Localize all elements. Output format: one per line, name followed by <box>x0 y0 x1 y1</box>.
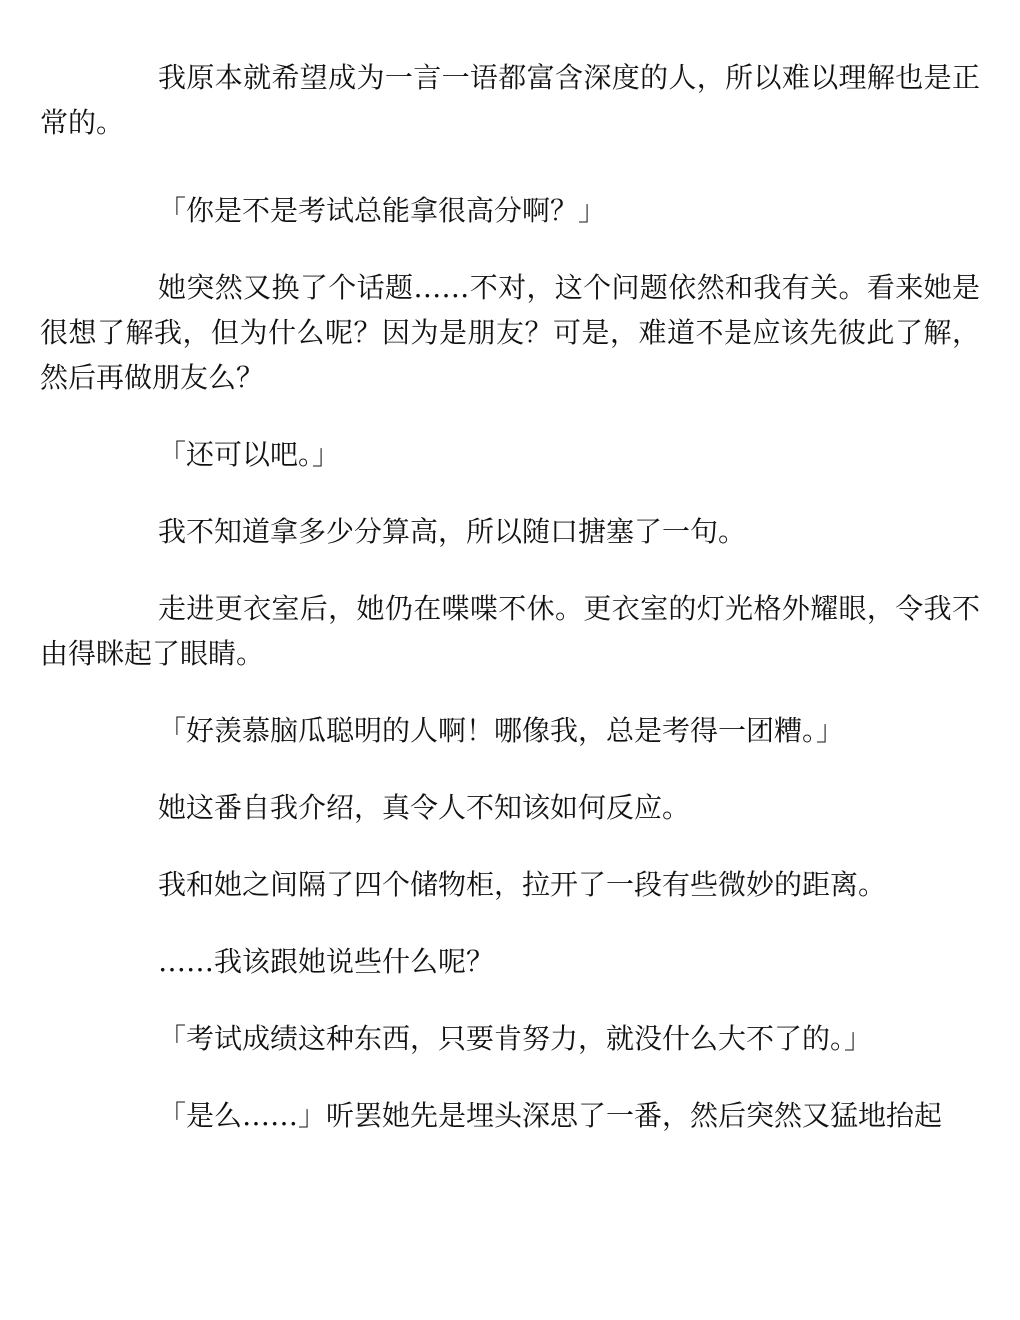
document-page <box>40 55 980 1170</box>
paragraph: 她突然又换了个话题……不对，这个问题依然和我有关。看来她是很想了解我，但为什么呢？因为是朋友？可是，难道不是应该先彼此了解，然后再做朋友么？ <box>40 271 980 394</box>
paragraph: 「考试成绩这种东西，只要肯努力，就没什么大不了的。」 <box>158 1022 873 1055</box>
paragraph: ……我该跟她说些什么呢？ <box>158 945 495 978</box>
paragraph: 「是么……」听罢她先是埋头深思了一番，然后突然又猛地抬起 <box>158 1099 943 1132</box>
paragraph: 我和她之间隔了四个储物柜，拉开了一段有些微妙的距离。 <box>158 868 887 901</box>
paragraph: 「好羡慕脑瓜聪明的人啊！哪像我，总是考得一团糟。」 <box>158 714 845 747</box>
paragraph: 「还可以吧。」 <box>158 438 341 471</box>
paragraph: 我原本就希望成为一言一语都富含深度的人，所以难以理解也是正常的。 <box>40 61 980 139</box>
paragraph: 我不知道拿多少分算高，所以随口搪塞了一句。 <box>158 515 747 548</box>
paragraph: 走进更衣室后，她仍在喋喋不休。更衣室的灯光格外耀眼，令我不由得眯起了眼睛。 <box>40 592 980 670</box>
paragraph: 她这番自我介绍，真令人不知该如何反应。 <box>158 791 691 824</box>
paragraph: 「你是不是考试总能拿很高分啊？」 <box>158 194 607 227</box>
